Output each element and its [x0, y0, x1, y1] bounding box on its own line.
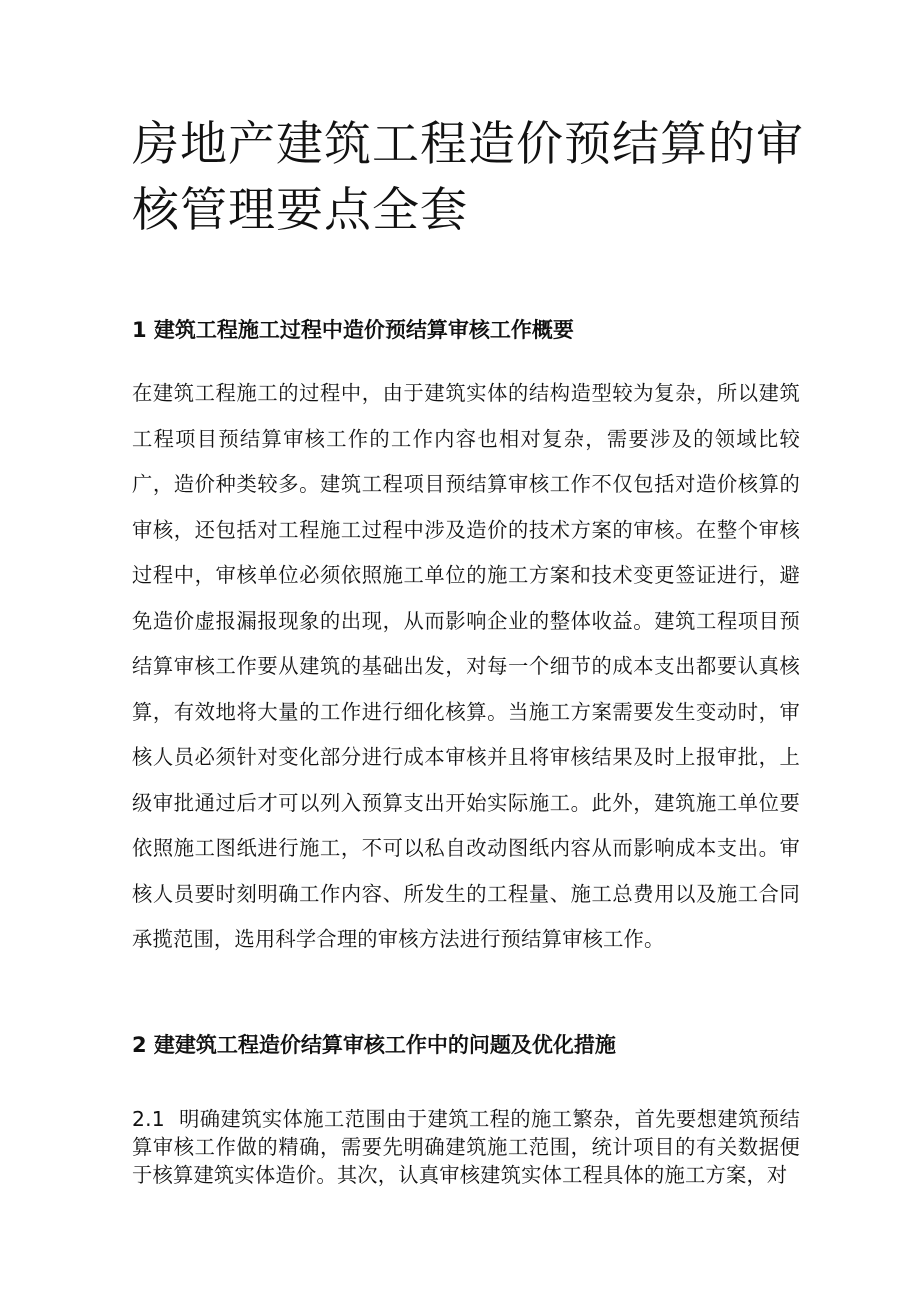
section-heading-2: 2 建建筑工程造价结算审核工作中的问题及优化措施 — [132, 1033, 616, 1057]
section-paragraph-2 — [132, 1105, 800, 1189]
section-heading-1: 1 建筑工程施工过程中造价预结算审核工作概要 — [132, 318, 574, 342]
document-title: 房地产建筑工程造价预结算的审核管理要点全套 — [132, 117, 804, 238]
section-paragraph-1: 在建筑工程施工的过程中，由于建筑实体的结构造型较为复杂，所以建筑工程项目预结算审核工作的工作内容也相对复杂，需要涉及的领域比较广，造价种类较多。建筑工程项目预结算审核工作不仅包括对造价核算的审核，还包括对工程施工过程中涉及造价的技术方案的审核。在整个审核过程中，审核单位必须依照施工单位的施工方案和技术变更签证进行，避免造价虚报漏报现象的出现，从而影响企业的整体收益。建筑工程项目预结算审核工作要从建筑的基础出发，对每一个细节的成本支出都要认真核算，有效地将大量的工作进行细化核算。当施工方案需要发生变动时，审核人员必须针对变化部分进行成本审核并且将审核结果及时上报审批，上级审批通过后才可以列入预算支出开始实际施工。此外，建筑施工单位要依照施工图纸进行施工，不可以私自改动图纸内容从而影响成本支出。审核人员要时刻明确工作内容、所发生的工程量、施工总费用以及施工合同承揽范围，选用科学合理的审核方法进行预结算审核工作。 — [132, 381, 800, 951]
subsection-text: 明确建筑实体施工范围由于建筑工程的施工繁杂，首先要想建筑预结算审核工作做的精确，需要先明确建筑施工范围，统计项目的有关数据便于核算建筑实体造价。其次，认真审核建筑实体工程具体的施工方案，对 — [132, 1107, 800, 1187]
subsection-number: 2.1 — [132, 1107, 165, 1131]
